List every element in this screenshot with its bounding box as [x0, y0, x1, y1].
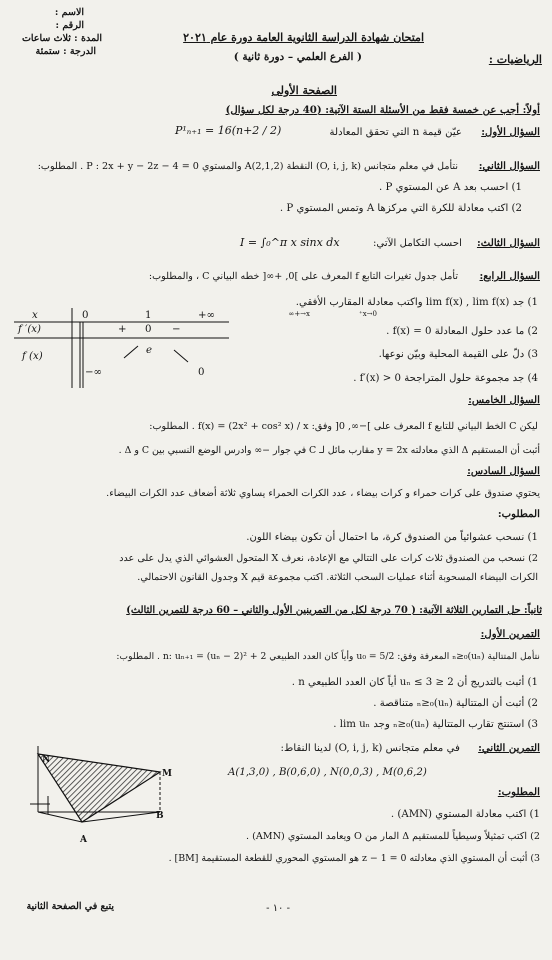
table-fp-zero: 0 — [145, 324, 152, 335]
q6-text: يحتوي صندوق على كرات حمراء و كرات بيضاء ، عدد الكرات الحمراء يساوي ثلاثة أضعاف عدد الكرات البيضاء. — [106, 488, 540, 499]
q4-item-3: 3) دلّ على القيمة المحلية وبيّن نوعها. — [378, 349, 538, 360]
table-fp-sign-1: + — [118, 324, 127, 335]
ex2-item-2: 2) اكتب تمثيلاً وسيطياً للمستقيم Δ المار من O ويعامد المستوي (AMN) . — [246, 831, 540, 842]
table-f-minus-inf: −∞ — [85, 367, 103, 378]
q5-text: ليكن C الخط البياني للتابع f المعرف على ]−∞, 0[ وفق: f(x) = (2x² + cos² x) / x . المطلوب: — [149, 421, 538, 432]
page-number: - ١٠ - — [266, 903, 290, 914]
q2-text: نتأمل في معلم متجانس (O, i, j, k) النقطة A(2,1,2) والمستوي P : 2x + y − 2z − 4 = 0 . المطلوب: — [37, 161, 458, 172]
q4-lim-2: x→+∞ — [288, 310, 310, 318]
ex1-item-2: 2) أثبت أن المتتالية (uₙ)ₙ≥₀ متناقصة . — [373, 698, 538, 709]
table-x-2: +∞ — [198, 310, 216, 321]
duration-label: المدة : ثلاث ساعات — [21, 33, 102, 44]
q1-equation: P¹ₙ₊₁ = 16(n+2 / 2) — [175, 124, 282, 137]
table-x-label: x — [32, 310, 38, 321]
figure-label-B: B — [156, 811, 164, 821]
ex2-points: A(1,3,0) , B(0,6,0) , N(0,0,3) , M(0,6,2) — [228, 767, 427, 778]
ex1-item-1: 1) أثبت بالتدريج أن 2 ≤ uₙ ≤ 3 أياً كان العدد الطبيعي n . — [291, 677, 538, 688]
name-label: الاسم : — [54, 7, 84, 18]
table-fp-label: f ′(x) — [18, 324, 42, 335]
q6-req: المطلوب: — [497, 508, 540, 520]
q4-label: السؤال الرابع: — [479, 270, 540, 282]
exam-title: امتحان شهادة الدراسة الثانوية العامة دورة عام ٢٠٢١ — [183, 31, 424, 44]
q4-item-1: 1) جد lim f(x) , lim f(x) واكتب معادلة المقارب الأفقي. — [295, 297, 538, 308]
q6-item-2: 2) نسحب من الصندوق ثلاث كرات على التتالي مع الإعادة، نعرف X المتحول العشوائي الذي يدل على عدد — [119, 553, 538, 564]
x-axis — [38, 812, 82, 822]
q3-equation: I = ∫₀^π x sinx dx — [240, 236, 340, 249]
subject-label: الرياضيات : — [488, 53, 542, 66]
q4-lim-1: x→0⁺ — [359, 310, 377, 318]
table-x-1: 1 — [145, 310, 152, 321]
ex1-label: التمرين الأول: — [480, 628, 540, 640]
q5-label: السؤال الخامس: — [468, 394, 540, 406]
continue-note: يتبع في الصفحة الثانية — [26, 901, 114, 912]
branch-label: ( الفرع العلمي – دورة ثانية ) — [233, 51, 362, 63]
figure-label-N: N — [42, 755, 51, 765]
table-f-max: e — [146, 345, 153, 356]
ex2-label: التمرين الثاني: — [478, 742, 540, 754]
f-decreasing-arrow — [174, 350, 188, 362]
ex1-item-3: 3) استنتج تقارب المتتالية (uₙ)ₙ≥₀ وجد lim uₙ . — [333, 719, 538, 730]
q3-label: السؤال الثالث: — [476, 237, 540, 249]
table-fp-sign-2: − — [172, 324, 181, 335]
q6-item-2-cont: الكرات البيضاء المسحوبة أثناء عمليات السحب الثلاثة. اكتب مجموعة قيم X وجدول القانون الاحتمالي. — [137, 572, 538, 583]
table-x-0: 0 — [82, 310, 89, 321]
q1-label: السؤال الأول: — [481, 126, 540, 138]
q3-text: احسب التكامل الآتي: — [372, 238, 462, 249]
ex2-item-3: 3) أثبت أن المستوي الذي معادلته z − 1 = 0 هو المستوي المحوري للقطعة المستقيمة [BM] . — [168, 853, 540, 864]
number-label: الرقم : — [55, 20, 84, 31]
q2-item-2: 2) اكتب معادلة للكرة التي مركزها A وتمس المستوي P . — [279, 203, 522, 214]
q4-item-2: 2) ما عدد حلول المعادلة f(x) = 0 . — [386, 326, 538, 337]
ex2-req: المطلوب: — [497, 786, 540, 798]
ex2-text: في معلم متجانس (O, i, j, k) لدينا النقاط: — [280, 743, 460, 754]
figure-label-A: A — [80, 835, 87, 845]
q1-text: عيّن قيمة n التي تحقق المعادلة — [329, 127, 462, 138]
q2-label: السؤال الثاني: — [478, 160, 540, 172]
table-f-limit: 0 — [198, 367, 205, 378]
q4-text: تأمل جدول تغيرات التابع f المعرف على ]0, +∞[ خطه البياني C ، والمطلوب: — [148, 271, 458, 282]
part2-intro: ثانياً: حل التمارين الثلاثة الآتية: ( 70 درجة لكل من التمرينين الأول والثاني – 60 درجة للتمرين الثالث) — [126, 605, 542, 616]
q6-label: السؤال السادس: — [467, 465, 540, 477]
f-increasing-arrow — [124, 346, 138, 358]
q6-item-1: 1) نسحب عشوائياً من الصندوق كرة، ما احتمال أن تكون بيضاء اللون. — [246, 532, 538, 543]
grade-label: الدرجة : ستمئة — [35, 46, 96, 57]
q4-item-4: 4) جد مجموعة حلول المتراجحة f′(x) > 0 . — [353, 373, 538, 384]
q2-item-1: 1) احسب بعد A عن المستوي P . — [379, 182, 522, 193]
figure-label-M: M — [162, 769, 172, 779]
ex1-text: نتأمل المتتالية (uₙ)ₙ≥₀ المعرفة وفق: u₀ = 5/2 وأياً كان العدد الطبيعي n: uₙ₊₁ = (uₙ − 2)² + 2 . المطلوب: — [116, 651, 540, 662]
page-title: الصفحة الأولى — [271, 84, 337, 97]
part1-intro: أولاً: أجب عن خمسة فقط من الأسئلة الستة الآتية: (40 درجة لكل سؤال) — [225, 104, 540, 116]
q5-item: أثبت أن المستقيم Δ الذي معادلته y = 2x مقارب مائل لـ C في جوار −∞ وادرس الوضع النسبي بين C و Δ . — [118, 445, 540, 456]
table-f-label: f (x) — [22, 351, 43, 362]
ex2-item-1: 1) اكتب معادلة المستوي (AMN) . — [390, 809, 540, 820]
